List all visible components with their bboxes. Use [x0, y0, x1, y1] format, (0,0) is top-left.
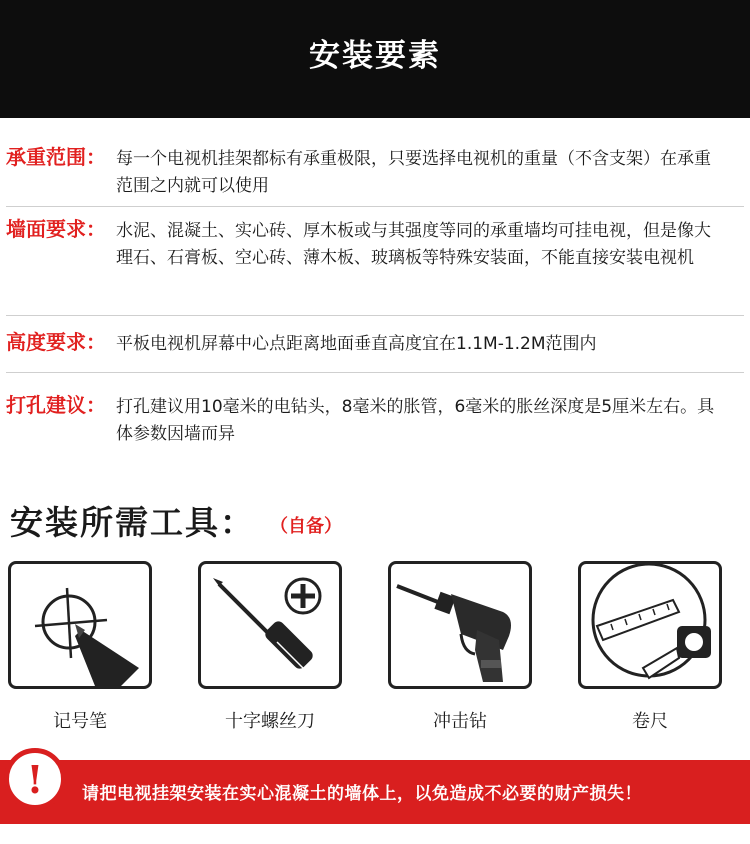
tool-label: 记号笔	[53, 711, 107, 732]
divider	[6, 206, 744, 207]
page-title: 安装要素	[309, 38, 441, 74]
tool-card-screwdriver	[198, 561, 344, 733]
tool-label: 十字螺丝刀	[225, 711, 315, 732]
tools-heading: 安装所需工具：	[10, 503, 255, 542]
tool-card-tape-measure	[578, 561, 724, 733]
tape-measure-icon	[581, 564, 719, 686]
tool-card-marker	[8, 561, 154, 733]
requirement-label: 打孔建议：	[6, 393, 106, 417]
requirement-label: 承重范围：	[6, 145, 106, 169]
requirement-text: 打孔建议用10毫米的电钻头，8毫米的胀管，6毫米的胀丝深度是5厘米左右。具体参数因墙而异	[116, 397, 715, 444]
requirement-wall	[6, 218, 744, 300]
phillips-screwdriver-icon	[201, 564, 339, 686]
impact-drill-icon	[391, 564, 529, 686]
marker-pen-icon	[11, 564, 149, 686]
tools-note: （自备）	[270, 516, 342, 537]
warning-icon	[4, 748, 66, 810]
requirement-text: 每一个电视机挂架都标有承重极限，只要选择电视机的重量（不含支架）在承重范围之内就可以使用	[116, 149, 711, 196]
header-banner	[0, 0, 750, 118]
requirement-text: 平板电视机屏幕中心点距离地面垂直高度宜在1.1M-1.2M范围内	[116, 334, 597, 354]
requirement-drilling	[6, 394, 744, 450]
divider	[6, 372, 744, 373]
tool-label: 卷尺	[632, 711, 668, 732]
requirement-label: 高度要求：	[6, 330, 106, 354]
warning-text: 请把电视挂架安装在实心混凝土的墙体上，以免造成不必要的财产损失！	[82, 784, 642, 804]
exclamation-icon: !	[26, 757, 44, 802]
tool-card-drill	[388, 561, 534, 733]
requirement-height	[6, 331, 744, 359]
requirement-label: 墙面要求：	[6, 217, 106, 241]
requirement-text: 水泥、混凝土、实心砖、厚木板或与其强度等同的承重墙均可挂电视，但是像大理石、石膏板、空心砖、薄木板、玻璃板等特殊安装面，不能直接安装电视机	[116, 221, 711, 268]
divider	[6, 315, 744, 316]
requirement-load-range	[6, 146, 744, 202]
tool-label: 冲击钻	[433, 711, 487, 732]
